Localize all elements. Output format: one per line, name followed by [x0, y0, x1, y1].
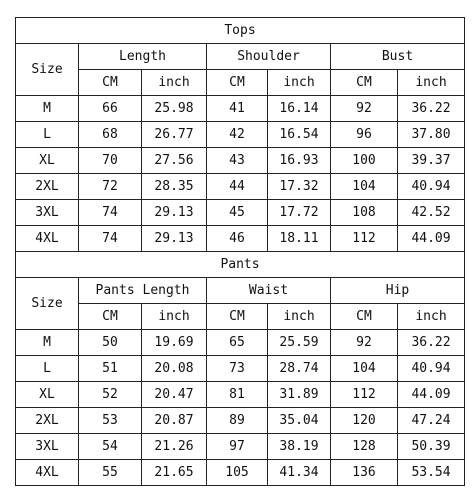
tops-table-row [16, 200, 465, 226]
tops-value-cell: 108 [331, 200, 398, 226]
tops-value-cell: 42 [207, 122, 268, 148]
tops-table-row [16, 96, 465, 122]
pants-value-cell: 128 [331, 434, 398, 460]
pants-value-cell: 65 [207, 330, 268, 356]
tops-value-cell: 29.13 [142, 226, 207, 252]
tops-group-header-row [16, 44, 465, 70]
pants-size-cell: L [16, 356, 79, 382]
tops-value-cell: 18.11 [268, 226, 331, 252]
pants-unit-header: inch [398, 304, 465, 330]
tops-value-cell: 66 [79, 96, 142, 122]
pants-value-cell: 38.19 [268, 434, 331, 460]
tops-value-cell: 112 [331, 226, 398, 252]
tops-unit-header: CM [207, 70, 268, 96]
pants-table-row [16, 460, 465, 486]
tops-value-cell: 70 [79, 148, 142, 174]
tops-group-header: Shoulder [207, 44, 331, 70]
tops-table-row [16, 148, 465, 174]
tops-value-cell: 92 [331, 96, 398, 122]
pants-value-cell: 21.26 [142, 434, 207, 460]
size-chart [15, 17, 464, 486]
tops-value-cell: 104 [331, 174, 398, 200]
pants-value-cell: 35.04 [268, 408, 331, 434]
tops-value-cell: 17.72 [268, 200, 331, 226]
pants-value-cell: 105 [207, 460, 268, 486]
tops-value-cell: 68 [79, 122, 142, 148]
pants-value-cell: 73 [207, 356, 268, 382]
pants-size-cell: 3XL [16, 434, 79, 460]
tops-value-cell: 46 [207, 226, 268, 252]
pants-size-cell: 2XL [16, 408, 79, 434]
tops-value-cell: 25.98 [142, 96, 207, 122]
tops-size-cell: 4XL [16, 226, 79, 252]
tops-value-cell: 29.13 [142, 200, 207, 226]
tops-value-cell: 26.77 [142, 122, 207, 148]
tops-unit-header: CM [79, 70, 142, 96]
pants-value-cell: 89 [207, 408, 268, 434]
pants-value-cell: 50 [79, 330, 142, 356]
pants-value-cell: 120 [331, 408, 398, 434]
pants-value-cell: 25.59 [268, 330, 331, 356]
tops-unit-header: inch [268, 70, 331, 96]
pants-group-header: Waist [207, 278, 331, 304]
pants-group-header: Pants Length [79, 278, 207, 304]
tops-value-cell: 45 [207, 200, 268, 226]
pants-value-cell: 81 [207, 382, 268, 408]
pants-value-cell: 92 [331, 330, 398, 356]
tops-group-header: Length [79, 44, 207, 70]
pants-value-cell: 51 [79, 356, 142, 382]
tops-value-cell: 16.14 [268, 96, 331, 122]
tops-value-cell: 44.09 [398, 226, 465, 252]
pants-value-cell: 55 [79, 460, 142, 486]
pants-value-cell: 53 [79, 408, 142, 434]
tops-value-cell: 27.56 [142, 148, 207, 174]
tops-table-row [16, 174, 465, 200]
pants-value-cell: 104 [331, 356, 398, 382]
tops-value-cell: 74 [79, 200, 142, 226]
tops-table-row [16, 122, 465, 148]
tops-size-cell: L [16, 122, 79, 148]
pants-value-cell: 20.08 [142, 356, 207, 382]
tops-value-cell: 96 [331, 122, 398, 148]
tops-value-cell: 17.32 [268, 174, 331, 200]
pants-size-cell: XL [16, 382, 79, 408]
pants-value-cell: 28.74 [268, 356, 331, 382]
tops-size-header: Size [16, 44, 79, 96]
tops-value-cell: 41 [207, 96, 268, 122]
pants-value-cell: 41.34 [268, 460, 331, 486]
pants-table-row [16, 356, 465, 382]
pants-section-title: Pants [16, 252, 465, 278]
pants-value-cell: 36.22 [398, 330, 465, 356]
tops-value-cell: 43 [207, 148, 268, 174]
pants-value-cell: 31.89 [268, 382, 331, 408]
tops-size-cell: 2XL [16, 174, 79, 200]
tops-value-cell: 40.94 [398, 174, 465, 200]
pants-unit-header: CM [331, 304, 398, 330]
pants-table-row [16, 330, 465, 356]
pants-size-cell: 4XL [16, 460, 79, 486]
tops-table-row [16, 226, 465, 252]
pants-value-cell: 20.87 [142, 408, 207, 434]
tops-unit-header: CM [331, 70, 398, 96]
tops-value-cell: 16.93 [268, 148, 331, 174]
pants-group-header-row [16, 278, 465, 304]
pants-unit-header: CM [207, 304, 268, 330]
pants-group-header: Hip [331, 278, 465, 304]
tops-value-cell: 36.22 [398, 96, 465, 122]
tops-unit-header: inch [398, 70, 465, 96]
tops-group-header: Bust [331, 44, 465, 70]
tops-unit-header: inch [142, 70, 207, 96]
pants-value-cell: 44.09 [398, 382, 465, 408]
pants-unit-header: inch [268, 304, 331, 330]
pants-value-cell: 136 [331, 460, 398, 486]
pants-unit-header: CM [79, 304, 142, 330]
tops-value-cell: 74 [79, 226, 142, 252]
pants-value-cell: 50.39 [398, 434, 465, 460]
tops-value-cell: 39.37 [398, 148, 465, 174]
tops-title-row [16, 18, 465, 44]
tops-value-cell: 37.80 [398, 122, 465, 148]
pants-size-header: Size [16, 278, 79, 330]
pants-size-cell: M [16, 330, 79, 356]
tops-size-cell: XL [16, 148, 79, 174]
tops-value-cell: 100 [331, 148, 398, 174]
pants-value-cell: 53.54 [398, 460, 465, 486]
size-chart-table [15, 17, 465, 486]
tops-value-cell: 42.52 [398, 200, 465, 226]
pants-table-row [16, 408, 465, 434]
tops-value-cell: 28.35 [142, 174, 207, 200]
tops-section-title: Tops [16, 18, 465, 44]
pants-value-cell: 19.69 [142, 330, 207, 356]
tops-size-cell: M [16, 96, 79, 122]
pants-table-row [16, 382, 465, 408]
pants-title-row [16, 252, 465, 278]
pants-value-cell: 97 [207, 434, 268, 460]
tops-value-cell: 44 [207, 174, 268, 200]
pants-value-cell: 52 [79, 382, 142, 408]
pants-unit-header-row [16, 304, 465, 330]
pants-value-cell: 54 [79, 434, 142, 460]
pants-unit-header: inch [142, 304, 207, 330]
pants-value-cell: 40.94 [398, 356, 465, 382]
pants-value-cell: 112 [331, 382, 398, 408]
tops-value-cell: 72 [79, 174, 142, 200]
pants-table-row [16, 434, 465, 460]
tops-unit-header-row [16, 70, 465, 96]
tops-size-cell: 3XL [16, 200, 79, 226]
pants-value-cell: 20.47 [142, 382, 207, 408]
tops-value-cell: 16.54 [268, 122, 331, 148]
pants-value-cell: 21.65 [142, 460, 207, 486]
pants-value-cell: 47.24 [398, 408, 465, 434]
